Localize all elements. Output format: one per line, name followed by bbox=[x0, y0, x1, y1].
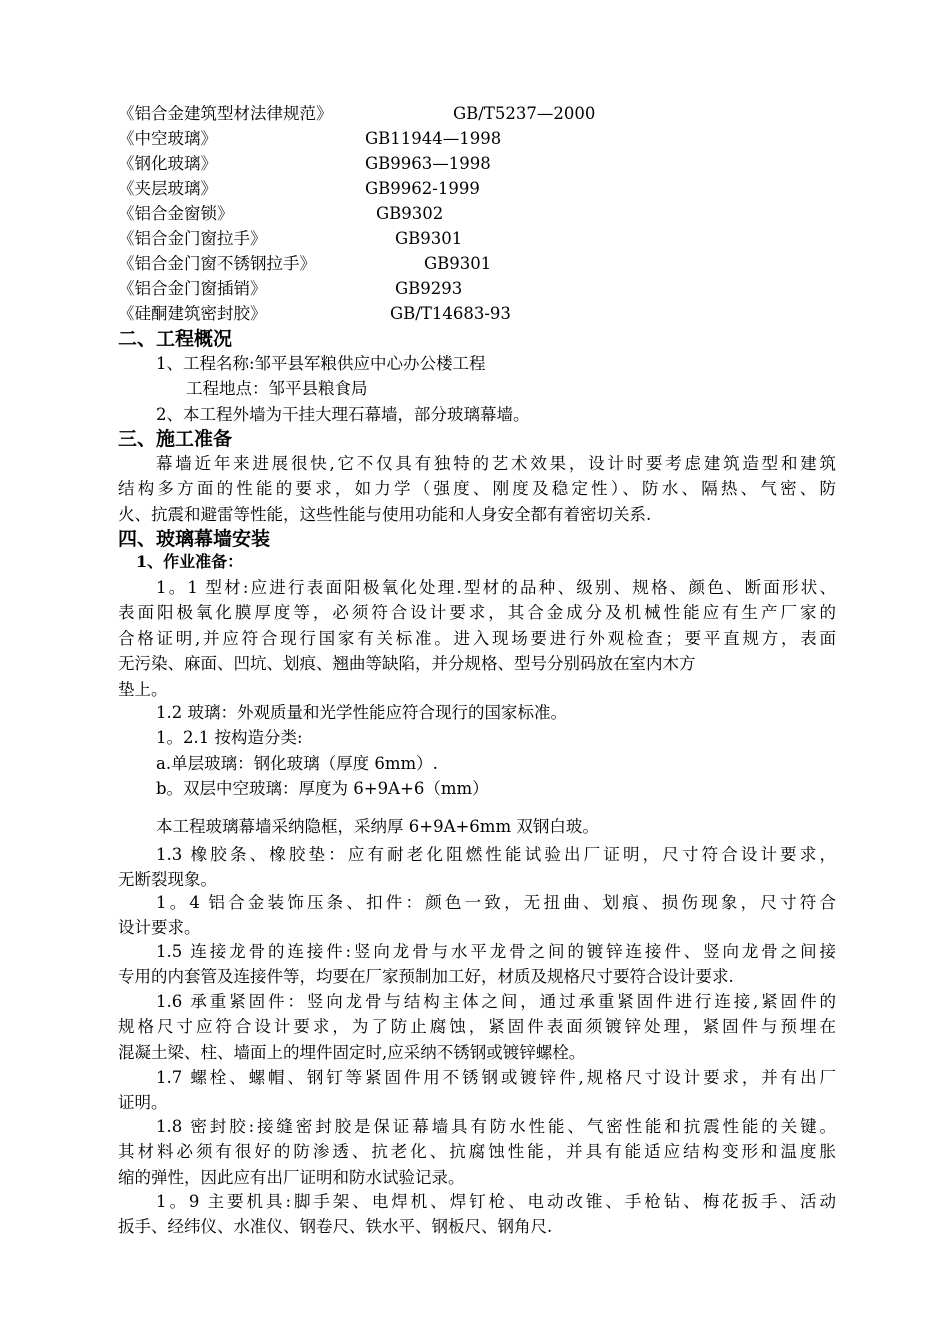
section-heading: 四、玻璃幕墙安装 bbox=[118, 528, 271, 550]
paragraph bbox=[118, 1114, 836, 1190]
paragraph bbox=[118, 890, 836, 941]
standard-name: 《中空玻璃》 bbox=[118, 129, 217, 148]
standard-code: GB9963—1998 bbox=[365, 154, 491, 173]
standard-name: 《铝合金门窗拉手》 bbox=[118, 229, 267, 248]
standard-code: GB9301 bbox=[424, 254, 492, 273]
standard-row bbox=[118, 226, 463, 251]
paragraph bbox=[118, 700, 836, 802]
standard-code: GB9962-1999 bbox=[365, 179, 480, 198]
text-line: 工程地点：邹平县粮食局 bbox=[186, 379, 368, 399]
text-line: 无断裂现象。 bbox=[118, 870, 217, 890]
text-line: 1。9 主要机具:脚手架、电焊机、焊钉枪、电动改锥、手枪钻、梅花扳手、活动 bbox=[156, 1192, 836, 1211]
standard-code: GB9302 bbox=[376, 204, 444, 223]
text-line: 本工程玻璃幕墙采纳隐框，采纳厚 6+9A+6mm 双钢白玻。 bbox=[156, 817, 599, 836]
text-line: 扳手、经纬仪、水准仪、钢卷尺、铁水平、钢板尺、钢角尺. bbox=[118, 1217, 553, 1237]
text-line: 1.2 玻璃：外观质量和光学性能应符合现行的国家标准。 bbox=[156, 703, 567, 722]
text-line: 1.5 连接龙骨的连接件:竖向龙骨与水平龙骨之间的镀锌连接件、竖向龙骨之间接 bbox=[156, 942, 836, 961]
standard-name: 《铝合金门窗不锈钢拉手》 bbox=[118, 254, 316, 273]
text-line: 火、抗震和避雷等性能，这些性能与使用功能和人身安全都有着密切关系. bbox=[118, 504, 652, 524]
text-line: 2、本工程外墙为干挂大理石幕墙，部分玻璃幕墙。 bbox=[156, 404, 530, 424]
standard-code: GB/T14683-93 bbox=[390, 304, 511, 323]
text-line: 表面阳极氧化膜厚度等，必须符合设计要求，其合金成分及机械性能应有生产厂家的 bbox=[118, 603, 836, 623]
text-line: b。双层中空玻璃：厚度为 6+9A+6（mm） bbox=[156, 779, 489, 799]
text-line: 规格尺寸应符合设计要求，为了防止腐蚀，紧固件表面须镀锌处理，紧固件与预埋在 bbox=[118, 1017, 836, 1037]
text-line: 证明。 bbox=[118, 1093, 168, 1113]
text-line: 设计要求。 bbox=[118, 918, 201, 938]
standard-code: GB9293 bbox=[395, 279, 463, 298]
text-line: 合格证明,并应符合现行国家有关标准。进入现场要进行外观检查；要平直规方，表面 bbox=[118, 628, 836, 648]
standard-row bbox=[118, 201, 444, 226]
text-line: 1。2.1 按构造分类: bbox=[156, 728, 303, 748]
subsection-heading: 1、作业准备： bbox=[136, 552, 244, 571]
text-line: 结构多方面的性能的要求，如力学（强度、刚度及稳定性）、防水、隔热、气密、防 bbox=[118, 479, 836, 499]
standard-row bbox=[118, 101, 596, 126]
text-line: 专用的内套管及连接件等，均要在厂家预制加工好，材质及规格尺寸要符合设计要求. bbox=[118, 967, 734, 987]
standard-code: GB11944—1998 bbox=[365, 129, 502, 148]
paragraph bbox=[118, 989, 836, 1065]
standard-row bbox=[118, 151, 491, 176]
standard-name: 《硅酮建筑密封胶》 bbox=[118, 304, 267, 323]
paragraph bbox=[118, 939, 836, 990]
section-heading: 二、工程概况 bbox=[118, 328, 233, 350]
text-line: 1。1 型材:应进行表面阳极氧化处理.型材的品种、级别、规格、颜色、断面形状、 bbox=[156, 578, 836, 597]
paragraph bbox=[118, 575, 836, 702]
standard-name: 《钢化玻璃》 bbox=[118, 154, 217, 173]
section-heading: 三、施工准备 bbox=[118, 428, 233, 450]
standard-row bbox=[118, 301, 511, 326]
paragraph bbox=[118, 842, 836, 893]
paragraph bbox=[118, 451, 836, 527]
paragraph bbox=[118, 1189, 836, 1240]
standard-name: 《铝合金门窗插销》 bbox=[118, 279, 267, 298]
text-line: 1、工程名称:邹平县军粮供应中心办公楼工程 bbox=[156, 354, 486, 373]
paragraph bbox=[118, 1065, 836, 1116]
standard-code: GB9301 bbox=[395, 229, 463, 248]
text-line: 缩的弹性，因此应有出厂证明和防水试验记录。 bbox=[118, 1167, 465, 1187]
paragraph bbox=[118, 351, 836, 427]
text-line: 1.8 密封胶:接缝密封胶是保证幕墙具有防水性能、气密性能和抗震性能的关键。 bbox=[156, 1117, 836, 1136]
standard-code: GB/T5237—2000 bbox=[453, 104, 596, 123]
text-line: 1。4 铝合金装饰压条、扣件：颜色一致，无扭曲、划痕、损伤现象，尺寸符合 bbox=[156, 893, 836, 912]
text-line: a.单层玻璃：钢化玻璃（厚度 6mm）. bbox=[156, 753, 438, 773]
paragraph bbox=[118, 814, 836, 839]
text-line: 1.7 螺栓、螺帽、钢钉等紧固件用不锈钢或镀锌件,规格尺寸设计要求，并有出厂 bbox=[156, 1068, 836, 1087]
standard-name: 《铝合金建筑型材法律规范》 bbox=[118, 104, 333, 123]
text-line: 垫上。 bbox=[118, 679, 168, 699]
standard-name: 《夹层玻璃》 bbox=[118, 179, 217, 198]
standard-name: 《铝合金窗锁》 bbox=[118, 204, 234, 223]
text-line: 混凝土梁、柱、墙面上的埋件固定时,应采纳不锈钢或镀锌螺栓。 bbox=[118, 1042, 586, 1062]
text-line: 无污染、麻面、凹坑、划痕、翘曲等缺陷，并分规格、型号分别码放在室内木方 bbox=[118, 654, 696, 674]
text-line: 1.3 橡胶条、橡胶垫：应有耐老化阻燃性能试验出厂证明，尺寸符合设计要求， bbox=[156, 845, 836, 864]
standard-row bbox=[118, 276, 463, 301]
standard-row bbox=[118, 126, 502, 151]
standard-row bbox=[118, 251, 492, 276]
text-line: 幕墙近年来进展很快,它不仅具有独特的艺术效果，设计时要考虑建筑造型和建筑 bbox=[156, 454, 836, 473]
text-line: 其材料必须有很好的防渗透、抗老化、抗腐蚀性能，并具有能适应结构变形和温度胀 bbox=[118, 1142, 836, 1162]
standard-row bbox=[118, 176, 480, 201]
text-line: 1.6 承重紧固件：竖向龙骨与结构主体之间，通过承重紧固件进行连接,紧固件的 bbox=[156, 992, 836, 1011]
